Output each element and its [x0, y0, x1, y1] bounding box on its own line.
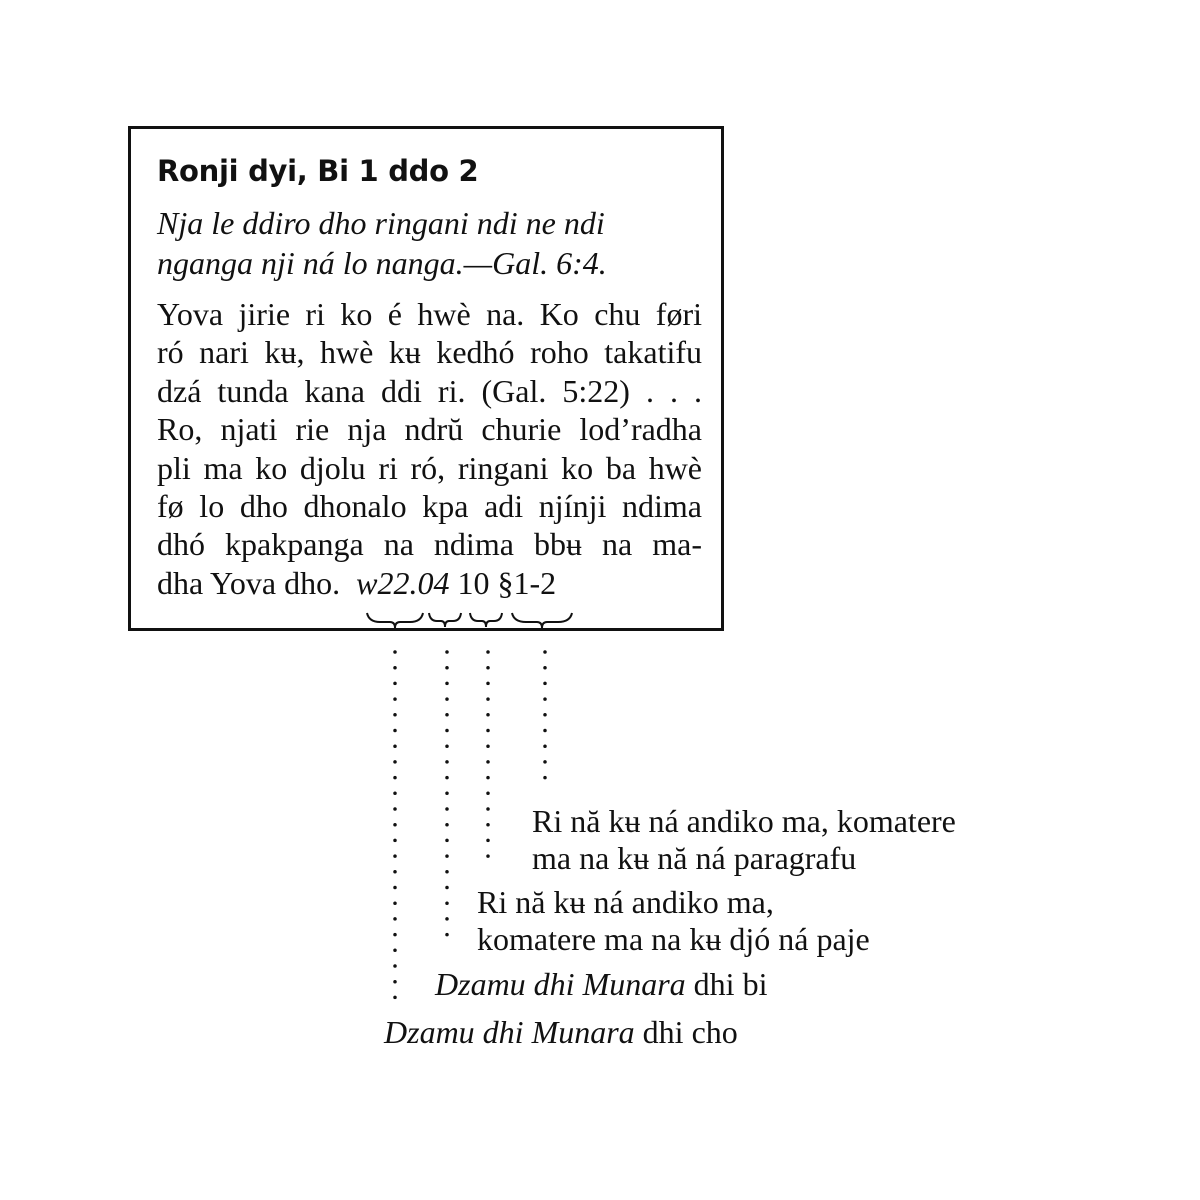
annotation-page: [477, 884, 870, 958]
annotation-paragraphs-line1: Ri nă kʉ ná andiko ma, komatere: [532, 803, 956, 839]
annotation-issue-title: Dzamu dhi Munara: [435, 966, 686, 1002]
annotation-issue-suffix: dhi bi: [685, 966, 768, 1002]
ref-paragraphs: §1-2: [497, 564, 557, 601]
dotted-leader-issue: [445, 650, 449, 952]
ref-issue: .04: [409, 564, 450, 601]
body-line: ró nari kʉ, hwè kʉ kedhó roho takatifu: [157, 334, 702, 371]
annotation-paragraphs: [532, 803, 956, 877]
body-line: dhó kpakpanga na ndima bbʉ na ma-: [157, 526, 702, 563]
brace-page: [469, 610, 503, 630]
body-line: Ro, njati rie nja ndrŭ churie lod’radha: [157, 411, 702, 448]
ref-page: 10: [457, 564, 490, 601]
body-line: Yova jirie ri ko é hwè na. Ko chu føri: [157, 296, 702, 332]
body-line: dzá tunda kana ddi ri. (Gal. 5:22) . . .: [157, 372, 702, 409]
brace-publication: [366, 610, 424, 630]
card-body: [157, 295, 702, 602]
annotation-issue: [435, 966, 767, 1003]
annotation-publication: [384, 1014, 738, 1051]
ref-publication: w22: [356, 564, 410, 601]
brace-paragraphs: [511, 610, 573, 630]
scripture-quote: [157, 203, 697, 283]
card-title: Ronji dyi, Bi 1 ddo 2: [157, 154, 479, 188]
daily-text-card: [128, 126, 724, 631]
body-last-line: [157, 564, 702, 602]
dotted-leader-publication: [393, 650, 397, 1002]
annotation-publication-suffix: dhi cho: [634, 1014, 738, 1050]
brace-issue: [428, 610, 462, 630]
dotted-leader-page: [486, 650, 490, 868]
annotation-paragraphs-line2: ma na kʉ nă ná paragrafu: [532, 840, 857, 876]
quote-line: Nja le ddiro dho ringani ndi ne ndi: [157, 205, 605, 241]
dotted-leader-paragraphs: [543, 650, 547, 790]
annotation-publication-title: Dzamu dhi Munara: [384, 1014, 635, 1050]
annotation-page-line2: komatere ma na kʉ djó ná paje: [477, 921, 870, 957]
annotation-page-line1: Ri nă kʉ ná andiko ma,: [477, 884, 774, 920]
body-line: pli ma ko djolu ri ró, ringani ko ba hwè: [157, 449, 702, 486]
body-line: fø lo dho dhonalo kpa adi njínji ndima: [157, 488, 702, 525]
quote-line: nganga nji ná lo nanga.—Gal. 6:4.: [157, 245, 607, 281]
body-last-text: dha Yova dho.: [157, 564, 341, 601]
